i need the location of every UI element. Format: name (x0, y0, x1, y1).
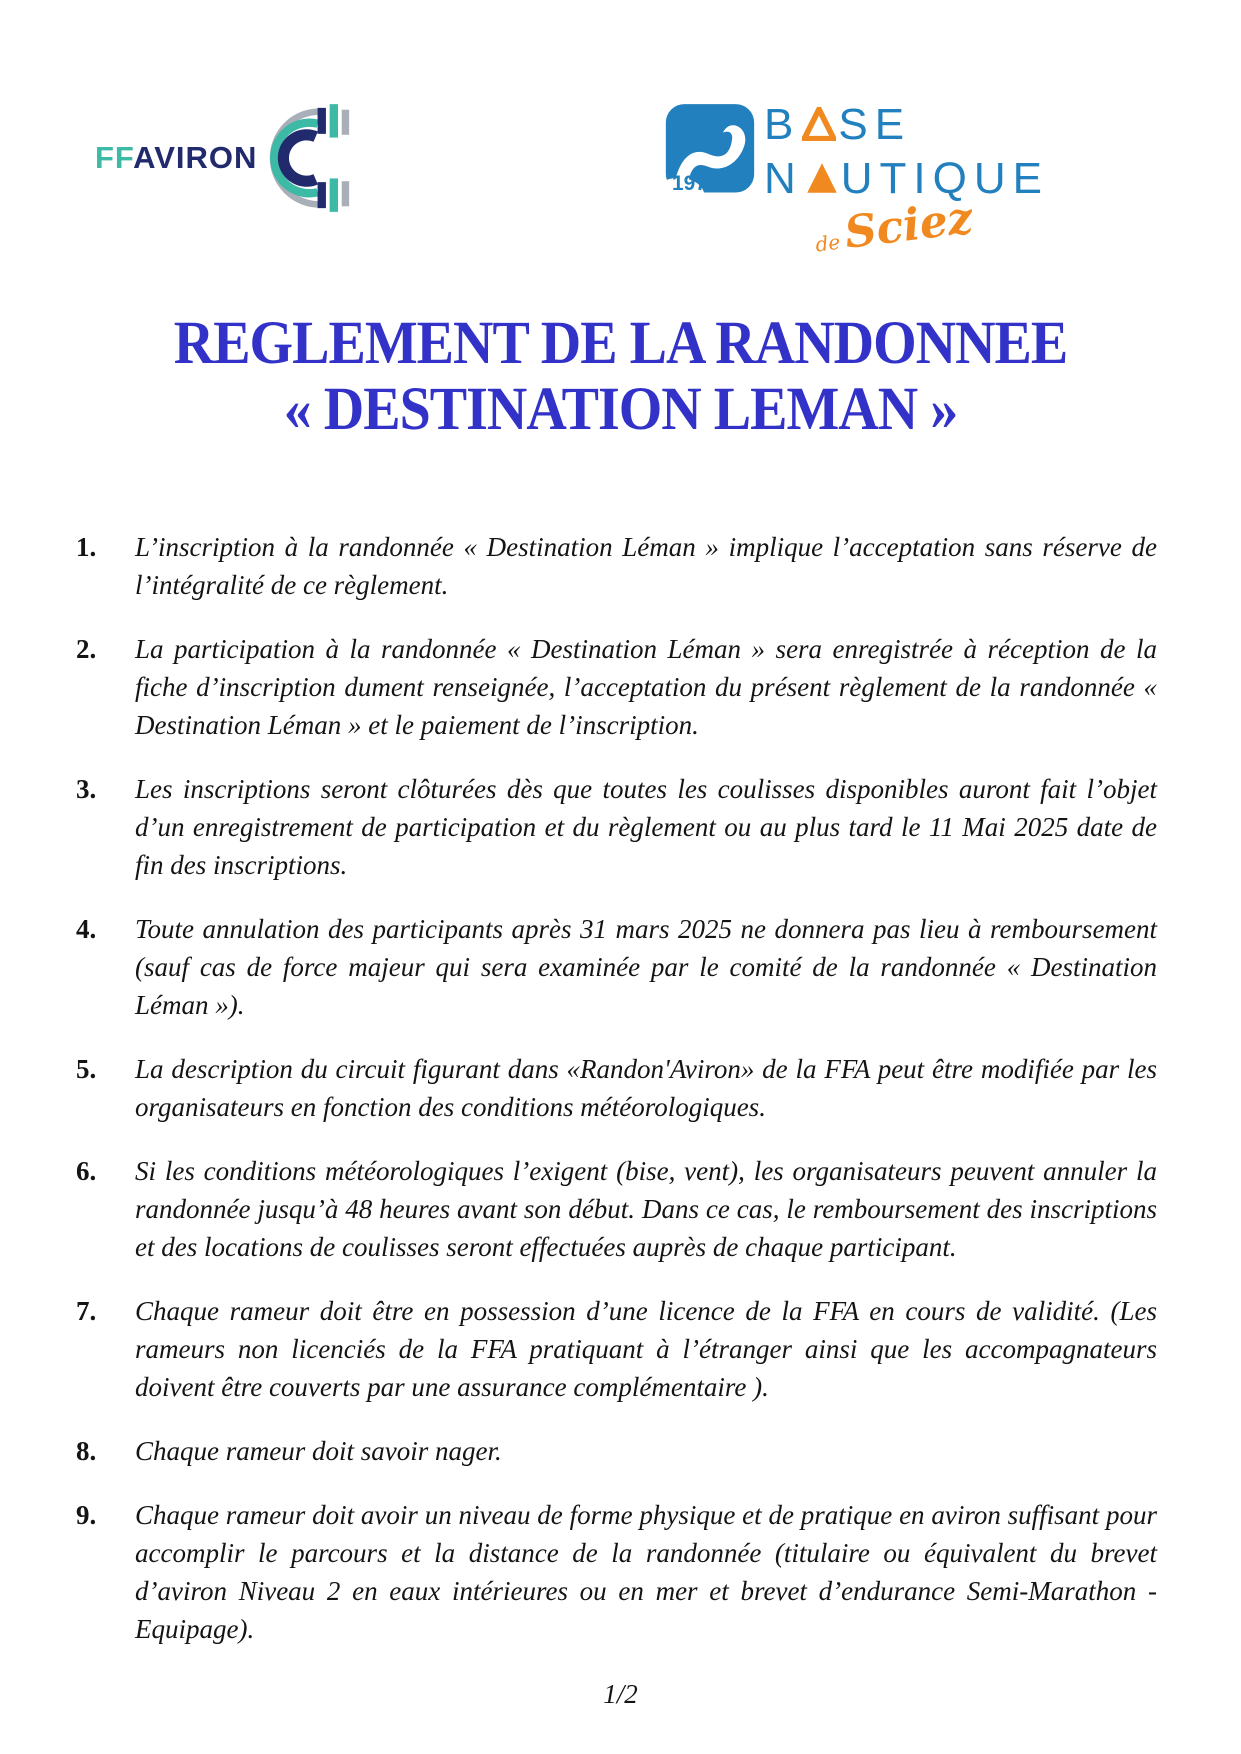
founded-year: 1979 (672, 172, 719, 195)
rule-text: Si les conditions météorologiques l’exigent (bise, vent), les organisateurs peuvent annuler la randonnée jusqu’à 48 heures avant son début. Dans ce cas, le remboursement des inscriptions et des locations de coulisses seront effectuées auprès de chaque participant. (135, 1156, 1157, 1262)
tagline-de: de (814, 229, 842, 257)
rule-text: La participation à la randonnée « Destination Léman » sera enregistrée à réception de la fiche d’inscription dument renseignée, l’acceptation du présent règlement de la randonnée « Destination Léman » et le paiement de l’inscription. (135, 634, 1157, 740)
word-base-b: B (764, 100, 801, 149)
base-nautique-logo (664, 92, 1050, 259)
ffaviron-prefix: FF (95, 140, 134, 175)
page-number: 1/2 (603, 1679, 638, 1709)
rule-text: La description du circuit figurant dans «Randon'Aviron» de la FFA peut être modifiée par les organisateurs en fonction des conditions météorologiques. (135, 1054, 1157, 1122)
rule-text: L’inscription à la randonnée « Destination Léman » implique l’acceptation sans réserve de l’intégralité de ce règlement. (135, 532, 1157, 600)
word-nautique-n: N (764, 154, 803, 203)
rules-list (76, 528, 1157, 1674)
ffaviron-wordmark (95, 140, 257, 176)
ffaviron-arcs-icon (247, 100, 351, 216)
word-base-se: SE (838, 100, 912, 149)
rule-item (76, 1496, 1157, 1648)
page-title-line2: « DESTINATION LEMAN » (283, 374, 958, 444)
rule-item (76, 528, 1157, 604)
rule-number: 9. (76, 1500, 97, 1530)
rule-number: 3. (76, 774, 97, 804)
rule-number: 8. (76, 1436, 97, 1466)
rule-item (76, 1432, 1157, 1470)
rule-text: Chaque rameur doit être en possession d’une licence de la FFA en cours de validité. (Les rameurs non licenciés de la FFA pratiquant à l’étranger ainsi que les accompagnateurs doivent être couverts par une assurance complémentaire ). (135, 1296, 1157, 1402)
rule-number: 4. (76, 914, 97, 944)
rule-item (76, 910, 1157, 1024)
rule-text: Chaque rameur doit savoir nager. (135, 1436, 502, 1466)
rule-number: 2. (76, 634, 97, 664)
rule-item (76, 770, 1157, 884)
triangle-a-outline-icon (802, 107, 836, 141)
rule-text: Chaque rameur doit avoir un niveau de forme physique et de pratique en aviron suffisant pour accomplir le parcours et la distance de la randonnée (titulaire ou équivalent du brevet d’aviron Niveau 2 en eaux intérieures ou en mer et brevet d’endurance Semi-Marathon -Equipage). (135, 1500, 1157, 1644)
rule-text: Toute annulation des participants après 31 mars 2025 ne donnera pas lieu à remboursement (sauf cas de force majeur qui sera examinée par le comité de la randonnée « Destination Léman »). (135, 914, 1157, 1020)
ffaviron-logo (95, 100, 351, 216)
rule-number: 5. (76, 1054, 97, 1084)
word-nautique (764, 152, 1049, 206)
rule-item (76, 1050, 1157, 1126)
word-base (764, 98, 1049, 152)
rule-item (76, 1152, 1157, 1266)
rule-text: Les inscriptions seront clôturées dès que toutes les coulisses disponibles auront fait l’objet d’un enregistrement de participation et du règlement ou au plus tard le 11 Mai 2025 date de fin des inscriptions. (135, 774, 1157, 880)
ffaviron-suffix: AVIRON (133, 140, 258, 175)
rule-item (76, 630, 1157, 744)
tagline-sciez: Sciez (841, 192, 976, 259)
rule-item (76, 1292, 1157, 1406)
header (0, 92, 1241, 259)
page-title (0, 310, 1241, 442)
rule-number: 1. (76, 532, 97, 562)
word-nautique-utique: UTIQUE (840, 154, 1050, 203)
page-title-line1: REGLEMENT DE LA RANDONNEE (173, 308, 1068, 378)
rule-number: 7. (76, 1296, 97, 1326)
base-nautique-wordmark (764, 98, 1049, 206)
rule-number: 6. (76, 1156, 97, 1186)
triangle-a-filled-icon (805, 161, 839, 195)
